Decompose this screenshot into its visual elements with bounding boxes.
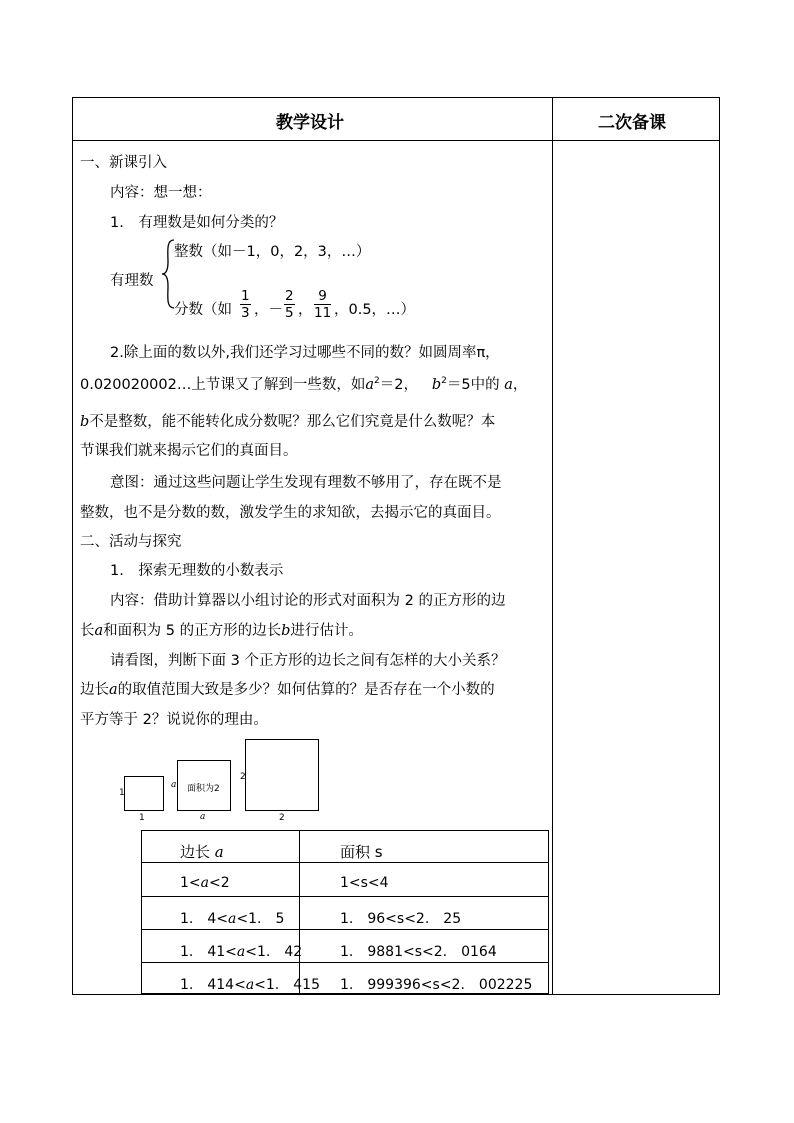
table-row-3-area: 1. 9881<s<2. 0164	[340, 944, 497, 960]
square1-side-label: 1	[119, 788, 125, 798]
ask-line2: 边长a的取值范围大致是多少？如何估算的？是否存在一个小数的	[80, 682, 495, 698]
header-divider	[72, 140, 720, 141]
table-rule	[141, 896, 549, 897]
table-row-4-side: 1. 414<a<1. 415	[180, 977, 320, 993]
question-1: 1. 有理数是如何分类的？	[110, 215, 284, 231]
table-rule	[141, 929, 549, 930]
rational-label: 有理数	[110, 273, 154, 289]
question-2-line4: 节课我们就来揭示它们的真面目。	[80, 443, 298, 459]
question-2-line3: b不是整数，能不能转化成分数呢？那么它们究竟是什么数呢？本	[80, 414, 496, 430]
section1-title: 一、新课引入	[80, 155, 167, 171]
square3-side-label: 2	[240, 772, 246, 782]
square3-bottom-label: 2	[279, 813, 285, 823]
ask-line1: 请看图，判断下面 3 个正方形的边长之间有怎样的大小关系？	[110, 653, 506, 669]
intent-line1: 意图：通过这些问题让学生发现有理数不够用了，存在既不是	[110, 475, 502, 491]
table-row-4-area: 1. 999396<s<2. 002225	[340, 977, 533, 993]
intent-line2: 整数，也不是分数的数，激发学生的求知欲，去揭示它的真面目。	[80, 505, 501, 521]
square1-bottom-label: 1	[139, 813, 145, 823]
table-row-1-area: 1<s<4	[340, 875, 389, 891]
table-rule	[141, 862, 549, 863]
question-2-line1: 2.除上面的数以外,我们还学习过哪些不同的数？如圆周率π，	[110, 345, 500, 361]
table-header-side: 边长 a	[180, 843, 224, 861]
square2-side-label: a	[171, 780, 177, 790]
fractions-prefix: 分数（如	[174, 302, 232, 318]
square-side-2	[245, 739, 319, 811]
section2-title: 二、活动与探究	[80, 534, 182, 550]
header-teaching-design: 教学设计	[276, 113, 344, 133]
fraction-comma: ，	[298, 302, 313, 318]
activity-item-1: 1. 探索无理数的小数表示	[110, 563, 284, 579]
fraction-one-third: $\frac{1}{3}$	[241, 288, 250, 321]
table-row-3-side: 1. 41<a<1. 42	[180, 944, 303, 960]
column-divider	[552, 97, 553, 995]
activity-content-line2: 长a和面积为 5 的正方形的边长b进行估计。	[80, 623, 363, 639]
ask-line3: 平方等于 2？说说你的理由。	[80, 712, 268, 728]
table-row-2-side: 1. 4<a<1. 5	[180, 911, 285, 927]
table-header-area: 面积 s	[340, 843, 383, 861]
fraction-two-fifths: $\frac{2}{5}$	[285, 288, 294, 321]
estimation-table-divider	[299, 830, 300, 994]
square2-bottom-label: a	[200, 812, 206, 822]
square-side-1	[124, 776, 164, 811]
activity-content-line1: 内容：借助计算器以小组讨论的形式对面积为 2 的正方形的边	[110, 593, 506, 609]
fraction-nine-elevenths: $\frac{9}{11}$	[314, 288, 332, 321]
table-row-2-area: 1. 96<s<2. 25	[340, 911, 462, 927]
integers-line: 整数（如－1，0，2，3，…）	[174, 244, 371, 260]
fraction-separator: ，－	[254, 302, 283, 318]
header-second-prep: 二次备课	[598, 113, 666, 133]
table-row-1-side: 1<a<2	[180, 875, 230, 891]
square2-area-label: 面积为2	[187, 784, 220, 794]
question-2-line2: 0.020020002…上节课又了解到一些数，如$a^2=2$， $b^2=5$中的 a，	[80, 376, 528, 393]
fractions-suffix: ，0.5，…）	[334, 302, 416, 318]
table-rule	[141, 962, 549, 963]
section1-content-label: 内容：想一想：	[110, 185, 212, 201]
